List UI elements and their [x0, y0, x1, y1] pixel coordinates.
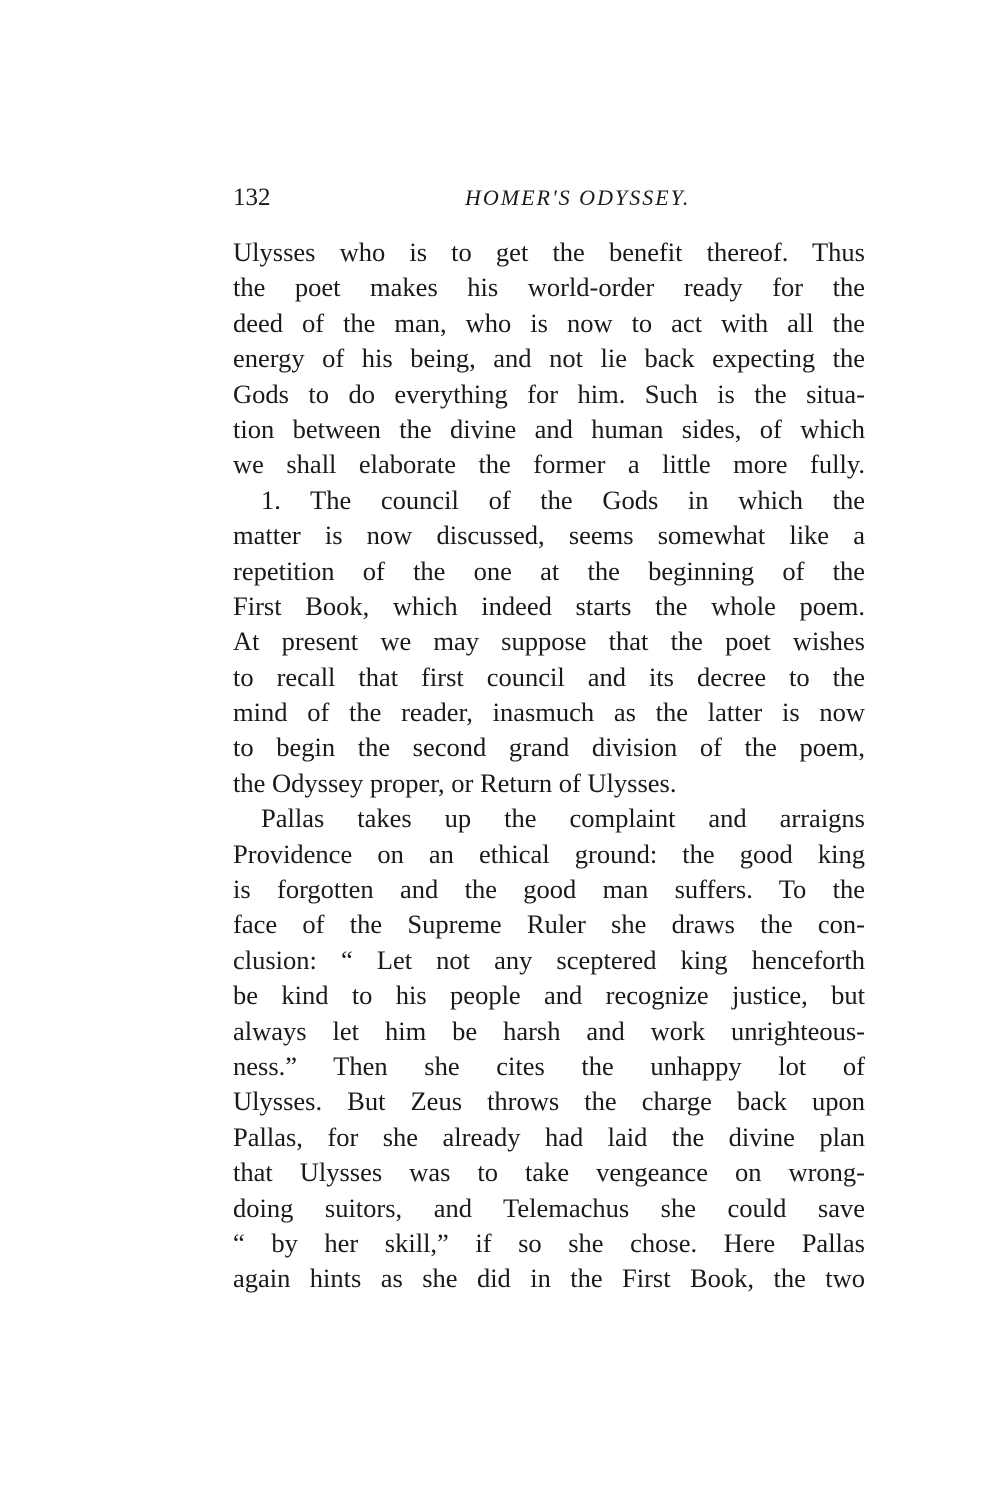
body-text [233, 235, 865, 1297]
text-line: ness.” Then she cites the unhappy lot of [233, 1050, 865, 1081]
text-line: matter is now discussed, seems somewhat like a [233, 520, 865, 551]
text-line: energy of his being, and not lie back expecting the [233, 343, 865, 374]
text-line: to begin the second grand division of the poem, [233, 732, 865, 763]
text-line: First Book, which indeed starts the whole poem. [233, 590, 865, 621]
text-line: repetition of the one at the beginning of the [233, 555, 865, 586]
text-line: the Odyssey proper, or Return of Ulysses. [233, 767, 677, 798]
text-line: again hints as she did in the First Book, the two [233, 1263, 865, 1294]
text-line: deed of the man, who is now to act with all the [233, 307, 865, 338]
page-number: 132 [233, 184, 271, 211]
text-line: to recall that first council and its decree to the [233, 661, 865, 692]
text-line: is forgotten and the good man suffers. To the [233, 874, 865, 905]
text-line: always let him be harsh and work unrighteous- [233, 1015, 865, 1046]
text-line: Ulysses who is to get the benefit thereof. Thus [233, 237, 865, 267]
text-line: Ulysses. But Zeus throws the charge back upon [233, 1086, 865, 1117]
text-line: we shall elaborate the former a little more fully. [233, 449, 865, 480]
text-line: the poet makes his world-order ready for the [233, 272, 865, 303]
text-line: mind of the reader, inasmuch as the latter is now [233, 697, 865, 728]
text-line: Pallas takes up the complaint and arraigns [261, 803, 865, 834]
text-line: face of the Supreme Ruler she draws the con- [233, 909, 865, 940]
text-line: Providence on an ethical ground: the good king [233, 838, 865, 869]
running-title: HOMER'S ODYSSEY. [465, 185, 691, 210]
text-line: that Ulysses was to take vengeance on wrong- [233, 1157, 865, 1188]
text-line: 1. The council of the Gods in which the [261, 484, 865, 515]
text-line: Pallas, for she already had laid the divine plan [233, 1121, 865, 1152]
text-line: “ by her skill,” if so she chose. Here Pallas [233, 1227, 865, 1258]
text-line: doing suitors, and Telemachus she could save [233, 1192, 865, 1223]
running-head [233, 178, 865, 218]
text-line: At present we may suppose that the poet wishes [233, 626, 865, 657]
text-line: Gods to do everything for him. Such is the situa- [233, 378, 865, 409]
text-line: tion between the divine and human sides, of which [233, 413, 865, 444]
text-line: be kind to his people and recognize justice, but [233, 980, 865, 1011]
text-line: clusion: “ Let not any sceptered king henceforth [233, 944, 865, 975]
